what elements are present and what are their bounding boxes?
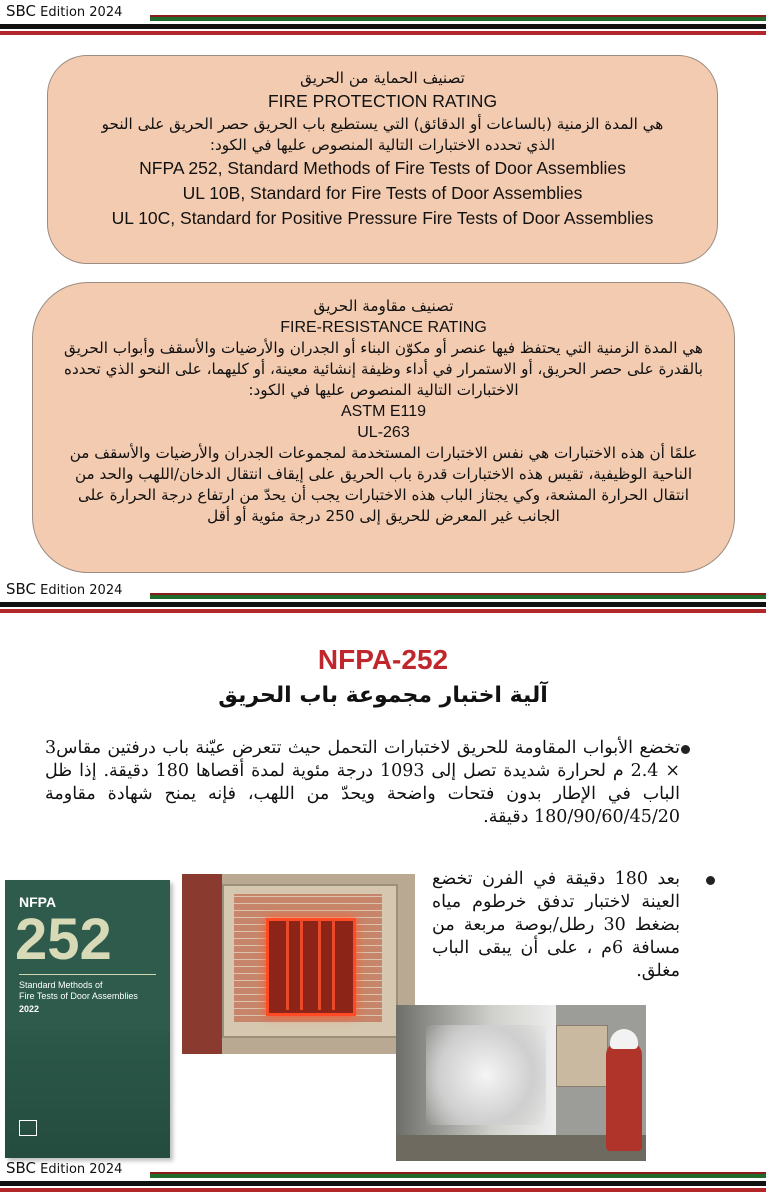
nfpa-logo-icon bbox=[19, 1120, 37, 1136]
box1-standard-1: NFPA 252, Standard Methods of Fire Tests of Door Assemblies bbox=[139, 158, 626, 178]
edition-prefix: SBC bbox=[6, 2, 37, 20]
box1-text-ar: هي المدة الزمنية (بالساعات أو الدقائق) التي يستطيع باب الحريق حصر الحريق على النحو الذي تحدده الاختبارات التالية المنصوص عليها في الكود: bbox=[101, 115, 664, 154]
edition-prefix: SBC bbox=[6, 580, 37, 598]
book-title bbox=[19, 980, 138, 1002]
header-stripes bbox=[0, 593, 766, 613]
header-stripes bbox=[0, 15, 766, 35]
box2-standard-2: UL-263 bbox=[357, 424, 410, 441]
bullet-dot bbox=[706, 876, 715, 885]
header-stripes bbox=[0, 1172, 766, 1192]
hose-stream-test-photo bbox=[396, 1005, 646, 1161]
section-title-ar: آلية اختبار مجموعة باب الحريق bbox=[218, 683, 548, 708]
section-title-en: NFPA-252 bbox=[317, 644, 449, 675]
book-number: 252 bbox=[15, 907, 112, 972]
box1-standard-3: UL 10C, Standard for Positive Pressure Fire Tests of Door Assemblies bbox=[111, 208, 654, 228]
fire-resistance-rating-box bbox=[32, 282, 735, 573]
edition-prefix: SBC bbox=[6, 1159, 37, 1177]
box1-title-en: FIRE PROTECTION RATING bbox=[267, 91, 498, 111]
edition-text: Edition 2024 bbox=[36, 583, 123, 598]
fire-protection-rating-box bbox=[47, 55, 718, 264]
page-header-2 bbox=[0, 578, 766, 612]
book-brand: NFPA bbox=[19, 894, 57, 910]
door-fire-test-photo bbox=[182, 874, 415, 1054]
book-year: 2022 bbox=[19, 1004, 40, 1014]
box1-title-ar: تصنيف الحماية من الحريق bbox=[300, 69, 465, 87]
bullet-dot bbox=[681, 745, 690, 754]
edition-text: Edition 2024 bbox=[36, 5, 123, 20]
box2-text-ar: هي المدة الزمنية التي يحتفظ فيها عنصر أو مكوّن البناء أو الجدران والأرضيات والأسقف وأبواب الحريق بالقدرة على حصر الحريق، أو الاستمرار في أداء وظيفة إنشائية معينة، أو كليهما، على النحو الذي تحدده الاختبارات التالية المنصوص عليها في الكود: bbox=[64, 339, 703, 399]
nfpa-252-book-cover-image bbox=[5, 880, 170, 1158]
book-title-line-1: Standard Methods of bbox=[19, 980, 103, 990]
bullet-2-text: بعد 180 دقيقة في الفرن تخضع العينة لاختبار تدفق خرطوم مياه بضغط 30 رطل/بوصة مربعة من مسافة 6م ، على أن يبقى الباب مغلق. bbox=[432, 869, 680, 981]
book-title-line-2: Fire Tests of Door Assemblies bbox=[19, 991, 138, 1001]
edition-text: Edition 2024 bbox=[36, 1162, 123, 1177]
box2-note-ar: علمًا أن هذه الاختبارات هي نفس الاختبارات المستخدمة لمجموعات الجدران والأرضيات والأسقف من الناحية الوظيفية، تقيس هذه الاختبارات قدرة باب الحريق على إيقاف انتقال الدخان/اللهب والحد من انتقال الحرارة المشعة، وكي يجتاز الباب هذه الاختبارات يجب أن يحدّ من ارتفاع درجة الحرارة على الجانب غير المعرض للحريق إلى 250 درجة مئوية أو أقل bbox=[69, 444, 698, 525]
page-header-1 bbox=[0, 0, 766, 34]
box2-title-en: FIRE-RESISTANCE RATING bbox=[280, 319, 487, 336]
box2-standard-1: ASTM E119 bbox=[340, 403, 427, 420]
box2-title-ar: تصنيف مقاومة الحريق bbox=[313, 297, 454, 315]
bullet-1-text: تخضع الأبواب المقاومة للحريق لاختبارات التحمل حيث تتعرض عيّنة باب درفتين مقاس3 × 2.4 م لحرارة شديدة تصل إلى 1093 درجة مئوية لمدة أقصاها 180 دقيقة. إذا ظل الباب في الإطار بدون فتحات واضحة ويحدّ من اللهب، فإنه يمنح شهادة مقاومة 180/90/60/45/20 دقيقة. bbox=[45, 738, 680, 827]
page-header-3 bbox=[0, 1157, 766, 1191]
box1-standard-2: UL 10B, Standard for Fire Tests of Door Assemblies bbox=[182, 183, 583, 203]
